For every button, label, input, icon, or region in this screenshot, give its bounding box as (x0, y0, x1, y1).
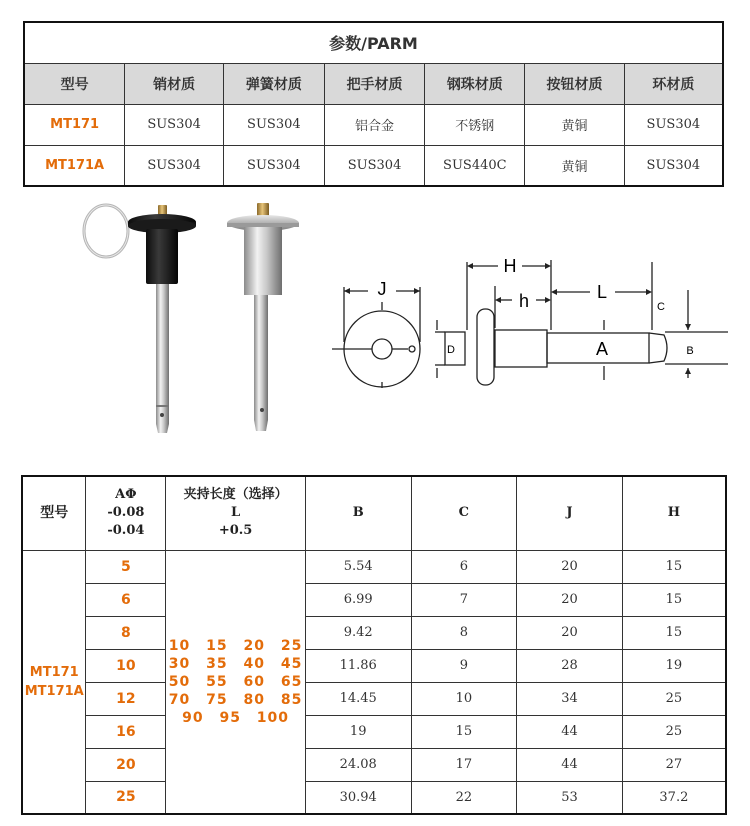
black-handle-pin-photo (84, 205, 196, 433)
j-value: 20 (517, 583, 623, 616)
spec-header-a (86, 476, 166, 550)
h-value: 15 (622, 583, 726, 616)
h-value: 27 (622, 748, 726, 781)
h-value: 25 (622, 715, 726, 748)
spec-model-cell (22, 550, 86, 814)
label-j: J (377, 279, 387, 299)
spec-header-length-line2: L (231, 505, 241, 521)
product-photos (78, 195, 318, 455)
c-value: 6 (411, 550, 517, 583)
a-value: 16 (86, 715, 166, 748)
table-cell: SUS304 (125, 104, 224, 145)
table-row (22, 583, 726, 616)
parameter-table (23, 21, 724, 187)
header-ring-material: 环材质 (624, 63, 723, 104)
table-row (22, 781, 726, 814)
j-value: 28 (517, 649, 623, 682)
table-cell: SUS304 (223, 104, 324, 145)
stainless-handle-pin-photo (227, 203, 299, 431)
spec-header-model: 型号 (22, 476, 86, 550)
parameter-header-row (24, 63, 723, 104)
header-spring-material: 弹簧材质 (223, 63, 324, 104)
length-options-line: 70 75 80 85 (168, 691, 303, 708)
label-h-lower: h (518, 291, 530, 311)
model-cell: MT171A (24, 145, 125, 186)
table-cell: 铝合金 (324, 104, 425, 145)
table-cell: SUS304 (624, 145, 723, 186)
b-value: 11.86 (305, 649, 411, 682)
h-value: 25 (622, 682, 726, 715)
a-value: 10 (86, 649, 166, 682)
a-value: 20 (86, 748, 166, 781)
b-value: 30.94 (305, 781, 411, 814)
spec-header-j: J (517, 476, 623, 550)
a-value: 12 (86, 682, 166, 715)
a-value: 6 (86, 583, 166, 616)
j-value: 44 (517, 748, 623, 781)
b-value: 9.42 (305, 616, 411, 649)
spec-header-row (22, 476, 726, 550)
table-cell: SUS440C (425, 145, 525, 186)
a-value: 5 (86, 550, 166, 583)
header-ball-material: 钢珠材质 (425, 63, 525, 104)
label-a: A (595, 339, 609, 359)
h-value: 37.2 (622, 781, 726, 814)
spec-header-b: B (305, 476, 411, 550)
specification-table (21, 475, 727, 815)
a-value: 8 (86, 616, 166, 649)
label-l: L (596, 282, 608, 302)
table-row (24, 104, 723, 145)
label-h-upper: H (503, 256, 517, 276)
b-value: 24.08 (305, 748, 411, 781)
clamp-length-options (166, 550, 306, 814)
length-options-line: 10 15 20 25 (168, 637, 303, 654)
spec-model-line1: MT171 (29, 664, 79, 680)
label-d: D (447, 344, 455, 356)
c-value: 10 (411, 682, 517, 715)
spec-model-line2: MT171A (24, 683, 84, 699)
table-row (22, 550, 726, 583)
spec-header-length-line1: 夹持长度（选择） (183, 487, 288, 503)
spec-header-h: H (622, 476, 726, 550)
spec-header-a-line3: -0.04 (107, 523, 145, 539)
table-row (22, 649, 726, 682)
j-value: 34 (517, 682, 623, 715)
table-row (22, 715, 726, 748)
c-value: 7 (411, 583, 517, 616)
j-value: 44 (517, 715, 623, 748)
table-cell: 黄铜 (525, 145, 625, 186)
header-pin-material: 销材质 (125, 63, 224, 104)
header-model: 型号 (24, 63, 125, 104)
b-value: 19 (305, 715, 411, 748)
h-value: 19 (622, 649, 726, 682)
table-cell: SUS304 (624, 104, 723, 145)
length-options-line: 50 55 60 65 (168, 673, 303, 690)
c-value: 15 (411, 715, 517, 748)
header-button-material: 按钮材质 (525, 63, 625, 104)
spec-header-a-line1: AΦ (115, 487, 137, 503)
spec-header-length (166, 476, 306, 550)
table-cell: SUS304 (223, 145, 324, 186)
b-value: 5.54 (305, 550, 411, 583)
spec-header-c: C (411, 476, 517, 550)
j-value: 53 (517, 781, 623, 814)
table-row (24, 145, 723, 186)
c-value: 17 (411, 748, 517, 781)
model-cell: MT171 (24, 104, 125, 145)
h-value: 15 (622, 616, 726, 649)
length-options-line: 30 35 40 45 (168, 655, 303, 672)
table-cell: 不锈钢 (425, 104, 525, 145)
b-value: 14.45 (305, 682, 411, 715)
a-value: 25 (86, 781, 166, 814)
spec-header-a-line2: -0.08 (107, 505, 145, 521)
technical-drawing (330, 250, 730, 390)
parameter-table-title: 参数/PARM (24, 22, 723, 63)
header-handle-material: 把手材质 (324, 63, 425, 104)
length-options-line: 90 95 100 (182, 709, 290, 726)
label-b: B (686, 345, 694, 357)
h-value: 15 (622, 550, 726, 583)
table-cell: SUS304 (125, 145, 224, 186)
b-value: 6.99 (305, 583, 411, 616)
table-cell: SUS304 (324, 145, 425, 186)
table-cell: 黄铜 (525, 104, 625, 145)
c-value: 9 (411, 649, 517, 682)
j-value: 20 (517, 550, 623, 583)
label-c: C (657, 301, 665, 313)
spec-header-length-line3: +0.5 (218, 523, 253, 539)
j-value: 20 (517, 616, 623, 649)
table-row (22, 748, 726, 781)
c-value: 8 (411, 616, 517, 649)
table-row (22, 616, 726, 649)
table-row (22, 682, 726, 715)
c-value: 22 (411, 781, 517, 814)
